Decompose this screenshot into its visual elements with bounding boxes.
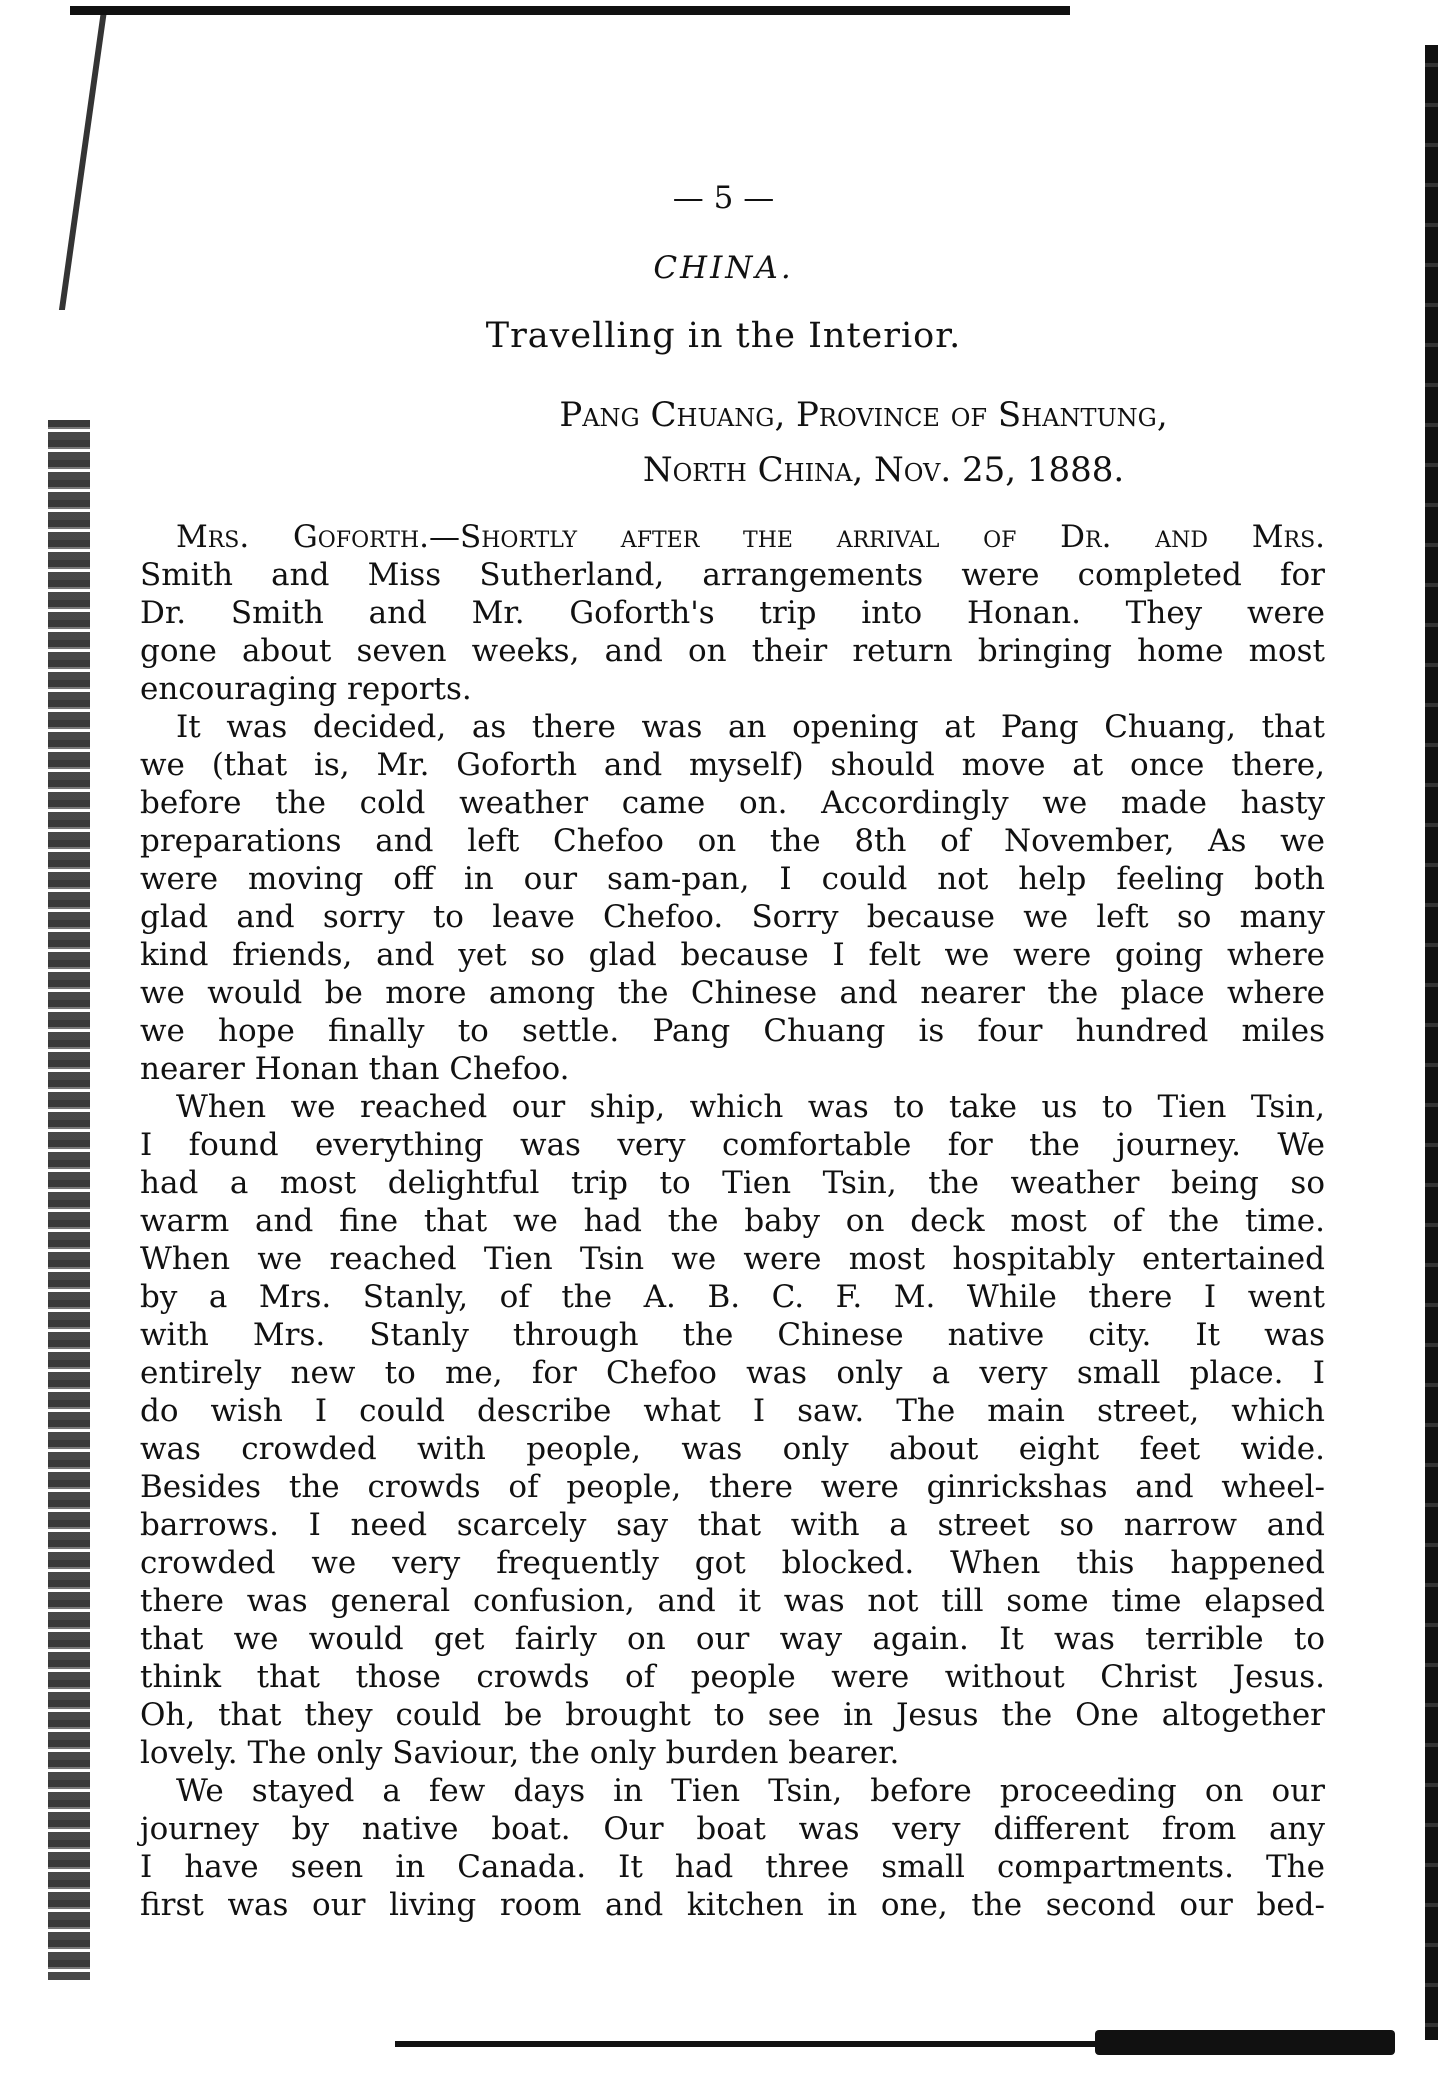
text-line: When we reached Tien Tsin we were most hospitably entertained (140, 1241, 1325, 1277)
text-line: barrows. I need scarcely say that with a street so narrow and (140, 1507, 1325, 1543)
text-line: Dr. Smith and Mr. Goforth's trip into Honan. They were (140, 595, 1325, 631)
text-line: first was our living room and kitchen in one, the second our bed- (140, 1887, 1325, 1923)
text-line: had a most delightful trip to Tien Tsin, the weather being so (140, 1165, 1325, 1201)
text-line: journey by native boat. Our boat was very different from any (140, 1811, 1325, 1847)
dateline-date: North China, Nov. 25, 1888. (642, 450, 1125, 490)
text-line: we (that is, Mr. Goforth and myself) should move at once there, (140, 747, 1325, 783)
text-line: lovely. The only Saviour, the only burden bearer. (140, 1735, 900, 1771)
text-line: We stayed a few days in Tien Tsin, before proceeding on our (176, 1773, 1325, 1809)
text-line: When we reached our ship, which was to take us to Tien Tsin, (176, 1089, 1325, 1125)
paragraph (140, 708, 1325, 1088)
text-line: kind friends, and yet so glad because I felt we were going where (140, 937, 1325, 973)
text-line: we hope finally to settle. Pang Chuang is four hundred miles (140, 1013, 1325, 1049)
page-number: — 5 — (672, 180, 775, 216)
text-line: Smith and Miss Sutherland, arrangements were completed for (140, 557, 1325, 593)
text-line: I have seen in Canada. It had three small compartments. The (140, 1849, 1325, 1885)
text-line: crowded we very frequently got blocked. When this happened (140, 1545, 1325, 1581)
text-line: there was general confusion, and it was not till some time elapsed (140, 1583, 1325, 1619)
text-line: nearer Honan than Chefoo. (140, 1051, 570, 1087)
text-line: entirely new to me, for Chefoo was only a very small place. I (140, 1355, 1325, 1391)
text-line: Besides the crowds of people, there were ginrickshas and wheel- (140, 1469, 1325, 1505)
scan-blot-bottom (1095, 2030, 1395, 2055)
text-line: before the cold weather came on. Accordingly we made hasty (140, 785, 1325, 821)
text-line: preparations and left Chefoo on the 8th of November, As we (140, 823, 1325, 859)
paragraph (140, 1772, 1325, 1924)
text-line: I found everything was very comfortable for the journey. We (140, 1127, 1325, 1163)
text-line: that we would get fairly on our way again. It was terrible to (140, 1621, 1325, 1657)
text-line: with Mrs. Stanly through the Chinese native city. It was (140, 1317, 1325, 1353)
text-line: by a Mrs. Stanly, of the A. B. C. F. M. While there I went (140, 1279, 1325, 1315)
text-line: glad and sorry to leave Chefoo. Sorry because we left so many (140, 899, 1325, 935)
text-line: think that those crowds of people were without Christ Jesus. (140, 1659, 1325, 1695)
dateline-place: Pang Chuang, Province of Shantung, (559, 395, 1168, 435)
text-line: It was decided, as there was an opening at Pang Chuang, that (176, 709, 1325, 745)
text-line: warm and fine that we had the baby on deck most of the time. (140, 1203, 1325, 1239)
text-line: do wish I could describe what I saw. The main street, which (140, 1393, 1325, 1429)
scan-edge-left (48, 420, 90, 1980)
text-line: Mrs. Goforth.—Shortly after the arrival of Dr. and Mrs. (176, 519, 1325, 555)
text-line: were moving off in our sam-pan, I could not help feeling both (140, 861, 1325, 897)
paragraph (140, 518, 1325, 708)
text-line: gone about seven weeks, and on their return bringing home most (140, 633, 1325, 669)
paragraph (140, 1088, 1325, 1772)
article-body (140, 518, 1325, 1924)
article-title: Travelling in the Interior. (485, 316, 962, 356)
text-line: Oh, that they could be brought to see in Jesus the One altogether (140, 1697, 1325, 1733)
text-line: encouraging reports. (140, 671, 472, 707)
text-line: was crowded with people, was only about eight feet wide. (140, 1431, 1325, 1467)
scan-edge-top (70, 6, 1070, 15)
text-line: we would be more among the Chinese and nearer the place where (140, 975, 1325, 1011)
section-heading: CHINA. (653, 250, 794, 286)
